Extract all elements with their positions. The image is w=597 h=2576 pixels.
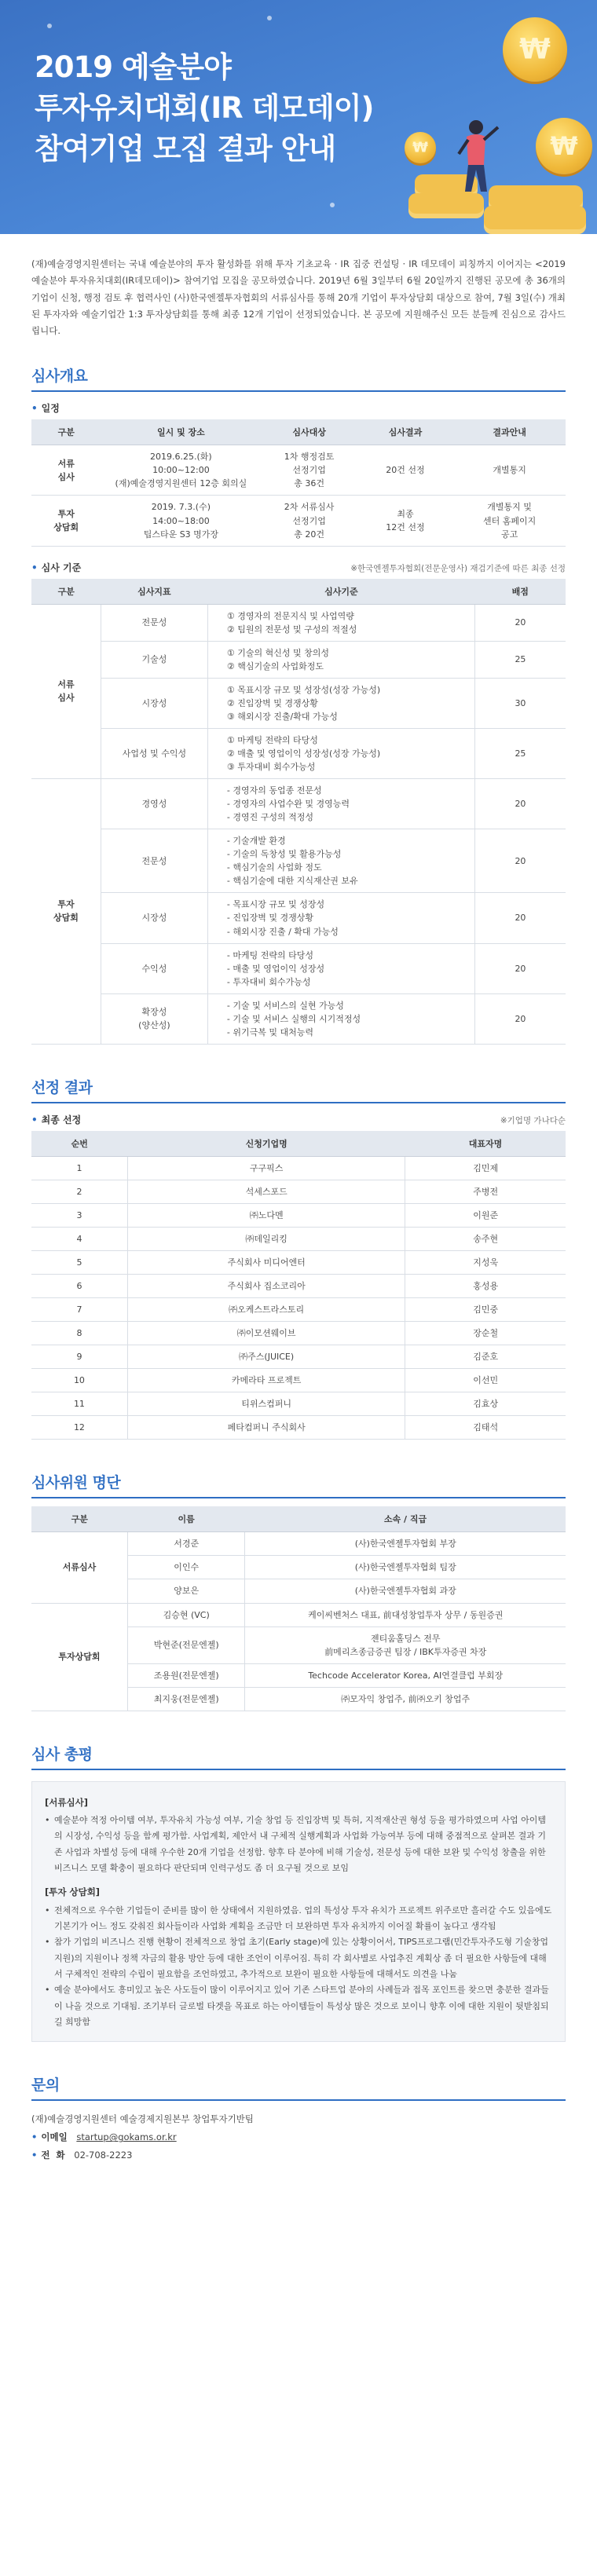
selection-ceo: 이원준 <box>405 1203 566 1227</box>
table-header: 순번 <box>31 1131 127 1157</box>
review-invest-title: [투자 상담회] <box>45 1886 101 1898</box>
criteria-score: 30 <box>474 678 566 728</box>
contact-email-row <box>31 2128 566 2146</box>
criteria-type: 투자 상담회 <box>31 779 101 1045</box>
selection-no: 8 <box>31 1322 127 1345</box>
committee-name: 이인수 <box>127 1556 245 1579</box>
review-doc-title: [서류심사] <box>45 1796 88 1808</box>
selection-body <box>31 1156 566 1440</box>
criteria-indicator: 시장성 <box>101 678 207 728</box>
coin-icon: ₩ <box>405 132 436 163</box>
committee-name: 박현준(전문엔젤) <box>127 1626 245 1663</box>
hero-title-line: 참여기업 모집 결과 안내 <box>35 131 336 166</box>
table-row <box>31 445 566 496</box>
table-header: 심사대상 <box>261 419 357 445</box>
schedule-target: 2차 서류심사 선정기업 총 20건 <box>261 496 357 546</box>
table-row <box>31 1298 566 1322</box>
final-label: • 최종 선정 <box>31 1113 81 1126</box>
table-header: 구분 <box>31 1506 127 1532</box>
committee-type: 서류심사 <box>31 1532 127 1603</box>
hero-title-line: 2019 예술분야 <box>35 50 231 84</box>
criteria-text: ① 경영자의 전문지식 및 사업역량 ② 팀원의 전문성 및 구성의 적절성 <box>207 604 474 641</box>
schedule-type: 투자 상담회 <box>31 496 101 546</box>
list-item: • 전체적으로 우수한 기업들이 준비를 많이 한 상태에서 지원하였음. 업의 특성상 투자 유치가 프로젝트 위주로만 흘러갈 수도 있음에도 기본기가 어느 정도 갖춰진 회사들이라 사업화 계획을 조금만 더 보완하면 투자 유치까지 이어질 확률이 높다고 생각됨 <box>45 1903 552 1935</box>
coin-icon: ₩ <box>536 118 592 174</box>
committee-org: Techcode Accelerator Korea, AI연결클럽 부회장 <box>245 1663 566 1687</box>
criteria-score: 20 <box>474 604 566 641</box>
selection-company: 주식회사 미디어엔터 <box>127 1251 405 1275</box>
criteria-score: 20 <box>474 893 566 943</box>
selection-company: ㈜오케스트라스토리 <box>127 1298 405 1322</box>
selection-no: 10 <box>31 1369 127 1392</box>
table-row <box>31 1156 566 1180</box>
committee-name: 김승현 (VC) <box>127 1603 245 1626</box>
schedule-notice: 개별통지 및 센터 홈페이지 공고 <box>453 496 566 546</box>
criteria-text: - 목표시장 규모 및 성장성 - 진입장벽 및 경쟁상황 - 해외시장 진출 / 확대 가능성 <box>207 893 474 943</box>
table-row <box>31 1251 566 1275</box>
selection-company: ㈜주스(JUICE) <box>127 1345 405 1369</box>
phone-label: • 전 화 <box>31 2150 65 2161</box>
intro-text: (재)예술경영지원센터는 국내 예술분야의 투자 활성화를 위해 투자 기초교육 · IR 집중 컨설팅 · IR 데모데이 피칭까지 이어지는 <2019 예술분야 투자유치대회(IR데모데이)> 참여기업 모집을 공모하였습니다. 2019년 6월 3일부터 6월 20일까지 진행된 공모에 총 36개의 기업이 신청, 행정 검토 후 협력사인 (사)한국엔젤투자협회의 서류심사를 통해 20개 기업이 투자상담회 대상으로 참여, 7월 3일(수) 개최된 투자자와 예술기업간 1:3 투자상담회를 통해 최종 12개 기업이 선정되었습니다. 본 공모에 지원해주신 모든 분들께 진심으로 감사드립니다. <box>31 258 566 337</box>
selection-company: ㈜데일리킹 <box>127 1227 405 1250</box>
contact-org: (재)예술경영지원센터 예술경제지원본부 창업투자기반팀 <box>31 2113 254 2125</box>
selection-no: 1 <box>31 1156 127 1180</box>
schedule-table <box>31 419 566 546</box>
selection-no: 2 <box>31 1180 127 1203</box>
selection-no: 7 <box>31 1298 127 1322</box>
final-subheader <box>31 1113 566 1126</box>
selection-company: ㈜노다멘 <box>127 1203 405 1227</box>
committee-name: 양보은 <box>127 1579 245 1603</box>
criteria-text: - 기술 및 서비스의 실현 가능성 - 기술 및 서비스 실행의 시기적정성 - 위기극복 및 대처능력 <box>207 993 474 1044</box>
criteria-indicator: 경영성 <box>101 779 207 829</box>
selection-ceo: 송주현 <box>405 1227 566 1250</box>
criteria-indicator: 사업성 및 수익성 <box>101 728 207 778</box>
committee-table <box>31 1506 566 1711</box>
selection-no: 5 <box>31 1251 127 1275</box>
table-header: 구분 <box>31 579 101 605</box>
committee-org: 젠티움홀딩스 전무 前메리츠종금증권 팀장 / IBK투자증권 차장 <box>245 1626 566 1663</box>
selection-ceo: 주병전 <box>405 1180 566 1203</box>
committee-org: (사)한국엔젤투자협회 부장 <box>245 1532 566 1556</box>
table-header: 심사기준 <box>207 579 474 605</box>
table-row <box>31 1369 566 1392</box>
table-header: 배점 <box>474 579 566 605</box>
coin-stack-icon <box>484 206 586 234</box>
criteria-score: 20 <box>474 829 566 893</box>
table-row <box>31 1322 566 1345</box>
criteria-label: • 심사 기준 <box>31 561 81 574</box>
committee-name: 서경준 <box>127 1532 245 1556</box>
schedule-result: 20건 선정 <box>357 445 453 496</box>
table-row <box>31 1203 566 1227</box>
decor-dot <box>330 203 335 207</box>
criteria-score: 20 <box>474 993 566 1044</box>
hero-title-line: 투자유치대회(IR 데모데이) <box>35 90 374 125</box>
table-row <box>31 1532 566 1556</box>
committee-name: 최지웅(전문엔젤) <box>127 1687 245 1711</box>
committee-org: 케이씨벤처스 대표, 前대성창업투자 상무 / 동원증권 <box>245 1603 566 1626</box>
selection-ceo: 이선민 <box>405 1369 566 1392</box>
criteria-text: ① 목표시장 규모 및 성장성(성장 가능성) ② 진입장벽 및 경쟁상황 ③ 해외시장 진출/확대 가능성 <box>207 678 474 728</box>
selection-ceo: 김태석 <box>405 1416 566 1440</box>
selection-ceo: 지성욱 <box>405 1251 566 1275</box>
selection-company: 구구픽스 <box>127 1156 405 1180</box>
table-header: 신청기업명 <box>127 1131 405 1157</box>
selection-company: 카메라타 프로젝트 <box>127 1369 405 1392</box>
email-label: • 이메일 <box>31 2131 68 2142</box>
committee-section <box>31 1471 566 1711</box>
selection-section <box>31 1076 566 1440</box>
table-row <box>31 678 566 728</box>
table-row <box>31 993 566 1044</box>
criteria-text: - 경영자의 동업종 전문성 - 경영자의 사업수완 및 경영능력 - 경영진 구성의 적정성 <box>207 779 474 829</box>
coin-icon: ₩ <box>503 17 567 82</box>
selection-no: 4 <box>31 1227 127 1250</box>
table-header: 심사지표 <box>101 579 207 605</box>
table-row <box>31 829 566 893</box>
section-heading: 심사개요 <box>31 364 566 392</box>
list-item: • 예술 분야에서도 흥미있고 높은 사도들이 많이 이루어지고 있어 기존 스타트업 분야의 사례들과 접목 포인트를 찾으면 충분한 결과들이 나올 것으로 기대됨. 조기부터 글로벌 타겟을 목표로 하는 아이템들이 특성상 많은 것으로 보이니 향후 이에 대한 지원이 뒷받침되길 희망함 <box>45 1982 552 2030</box>
table-row <box>31 1180 566 1203</box>
table-row <box>31 641 566 678</box>
table-row <box>31 779 566 829</box>
criteria-indicator: 수익성 <box>101 943 207 993</box>
selection-no: 9 <box>31 1345 127 1369</box>
committee-org: (사)한국엔젤투자협회 과장 <box>245 1579 566 1603</box>
table-row <box>31 604 566 641</box>
selection-no: 12 <box>31 1416 127 1440</box>
criteria-indicator: 전문성 <box>101 604 207 641</box>
selection-no: 3 <box>31 1203 127 1227</box>
table-row <box>31 1392 566 1416</box>
criteria-indicator: 전문성 <box>101 829 207 893</box>
criteria-score: 25 <box>474 728 566 778</box>
phone-number: 02-708-2223 <box>74 2150 133 2161</box>
section-heading: 문의 <box>31 2073 566 2101</box>
criteria-text: - 마케팅 전략의 타당성 - 매출 및 영업이익 성장성 - 투자대비 회수가능성 <box>207 943 474 993</box>
table-header: 소속 / 직급 <box>245 1506 566 1532</box>
criteria-table <box>31 579 566 1045</box>
table-row <box>31 728 566 778</box>
hero-banner <box>0 0 597 234</box>
selection-ceo: 김준호 <box>405 1345 566 1369</box>
decor-dot <box>47 24 52 28</box>
final-note: ※기업명 가나다순 <box>500 1115 566 1125</box>
criteria-indicator: 기술성 <box>101 641 207 678</box>
table-row <box>31 893 566 943</box>
table-row <box>31 1227 566 1250</box>
selection-company: 주식회사 집소코리아 <box>127 1275 405 1298</box>
selection-ceo: 장순철 <box>405 1322 566 1345</box>
criteria-subheader <box>31 561 566 574</box>
schedule-result: 최종 12건 선정 <box>357 496 453 546</box>
list-item: • 참가 기업의 비즈니스 진행 현황이 전체적으로 창업 초기(Early stage)에 있는 상황이어서, TIPS프로그램(민간투자주도형 기술창업지원)의 지원이나 정책 자금의 활용 방안 등에 대한 조언이 이루어짐. 특히 각 회사별로 사업추진 계획상 좀 더 필요한 사항들에 대해서 구체적인 전략의 수립이 필요함을 조언하였고, 추가적으로 보완이 필요한 사항들에 대해서도 의견을 나눔 <box>45 1934 552 1982</box>
email-link[interactable]: startup@gokams.or.kr <box>76 2131 177 2143</box>
schedule-subheader <box>31 401 566 415</box>
review-box <box>31 1781 566 2043</box>
table-header: 구분 <box>31 419 101 445</box>
decor-dot <box>267 16 272 20</box>
criteria-score: 25 <box>474 641 566 678</box>
schedule-datetime: 2019. 7.3.(수) 14:00~18:00 팁스타운 S3 명가장 <box>101 496 261 546</box>
table-row <box>31 1345 566 1369</box>
committee-name: 조용원(전문엔젤) <box>127 1663 245 1687</box>
selection-company: 페타컴퍼니 주식회사 <box>127 1416 405 1440</box>
selection-table <box>31 1131 566 1440</box>
contact-section <box>31 2073 566 2164</box>
schedule-type: 서류 심사 <box>31 445 101 496</box>
table-row <box>31 1275 566 1298</box>
schedule-target: 1차 행정검토 선정기업 총 36건 <box>261 445 357 496</box>
criteria-text: - 기술개발 환경 - 기술의 독창성 및 활용가능성 - 핵심기술의 사업화 정도 - 핵심기술에 대한 지식재산권 보유 <box>207 829 474 893</box>
contact-info <box>31 2110 566 2164</box>
table-row <box>31 1416 566 1440</box>
selection-no: 6 <box>31 1275 127 1298</box>
criteria-score: 20 <box>474 779 566 829</box>
committee-org: ㈜모자익 창업주, 前㈜오키 창업주 <box>245 1687 566 1711</box>
table-row <box>31 496 566 546</box>
coin-stack-icon <box>408 193 484 218</box>
criteria-indicator: 시장성 <box>101 893 207 943</box>
hero-title <box>35 47 373 169</box>
table-header: 대표자명 <box>405 1131 566 1157</box>
criteria-text: ① 기술의 혁신성 및 창의성 ② 핵심기술의 사업화정도 <box>207 641 474 678</box>
overview-section <box>31 364 566 1045</box>
review-section <box>31 1743 566 2043</box>
contact-phone-row <box>31 2146 566 2164</box>
schedule-notice: 개별통지 <box>453 445 566 496</box>
review-invest-list <box>45 1903 552 2031</box>
committee-org: (사)한국엔젤투자협회 팀장 <box>245 1556 566 1579</box>
criteria-note: ※한국엔젤투자협회(전문운영사) 재검기준에 따른 최종 선정 <box>350 563 566 573</box>
table-header: 심사결과 <box>357 419 453 445</box>
table-header: 이름 <box>127 1506 245 1532</box>
table-row <box>31 943 566 993</box>
selection-ceo: 김민중 <box>405 1298 566 1322</box>
person-illustration-icon <box>449 116 504 195</box>
schedule-datetime: 2019.6.25.(화) 10:00~12:00 (재)예술경영지원센터 12층 회의실 <box>101 445 261 496</box>
criteria-score: 20 <box>474 943 566 993</box>
selection-ceo: 김효상 <box>405 1392 566 1416</box>
selection-no: 11 <box>31 1392 127 1416</box>
review-doc-list <box>45 1813 552 1876</box>
section-heading: 심사 총평 <box>31 1743 566 1770</box>
section-heading: 심사위원 명단 <box>31 1471 566 1498</box>
section-heading: 선정 결과 <box>31 1076 566 1103</box>
list-item: • 예술분야 적정 아이템 여부, 투자유치 가능성 여부, 기술 창업 등 진입장벽 및 특허, 지적재산권 형성 등을 평가하였으며 사업 아이템의 시장성, 수익성 등을 함께 평가함. 사업계획, 제안서 내 구체적 실행계획과 사업화 가능여부 등에 대해 중점적으로 살펴본 결과 기존 사업과 차별성 등에 대해 우수한 20개 기업을 선정함. 향후 타 분야에 비해 기술성, 전문성 등에 대한 보완 및 수익성 창출을 위한 비즈니스 모델 확충이 필요하다 판단되며 인력구성도 좀 더 요구될 것으로 보임 <box>45 1813 552 1876</box>
schedule-label: • 일정 <box>31 401 60 415</box>
criteria-text: ① 마케팅 전략의 타당성 ② 매출 및 영업이익 성장성(성장 가능성) ③ 투자대비 회수가능성 <box>207 728 474 778</box>
selection-ceo: 김민제 <box>405 1156 566 1180</box>
table-header: 결과안내 <box>453 419 566 445</box>
committee-type: 투자상담회 <box>31 1603 127 1711</box>
table-row <box>31 1603 566 1626</box>
table-header: 일시 및 장소 <box>101 419 261 445</box>
selection-company: ㈜이모션웨이브 <box>127 1322 405 1345</box>
criteria-type: 서류 심사 <box>31 604 101 778</box>
selection-company: 석세스포드 <box>127 1180 405 1203</box>
selection-company: 티위스컴퍼니 <box>127 1392 405 1416</box>
selection-ceo: 홍성용 <box>405 1275 566 1298</box>
criteria-indicator: 확장성 (양산성) <box>101 993 207 1044</box>
